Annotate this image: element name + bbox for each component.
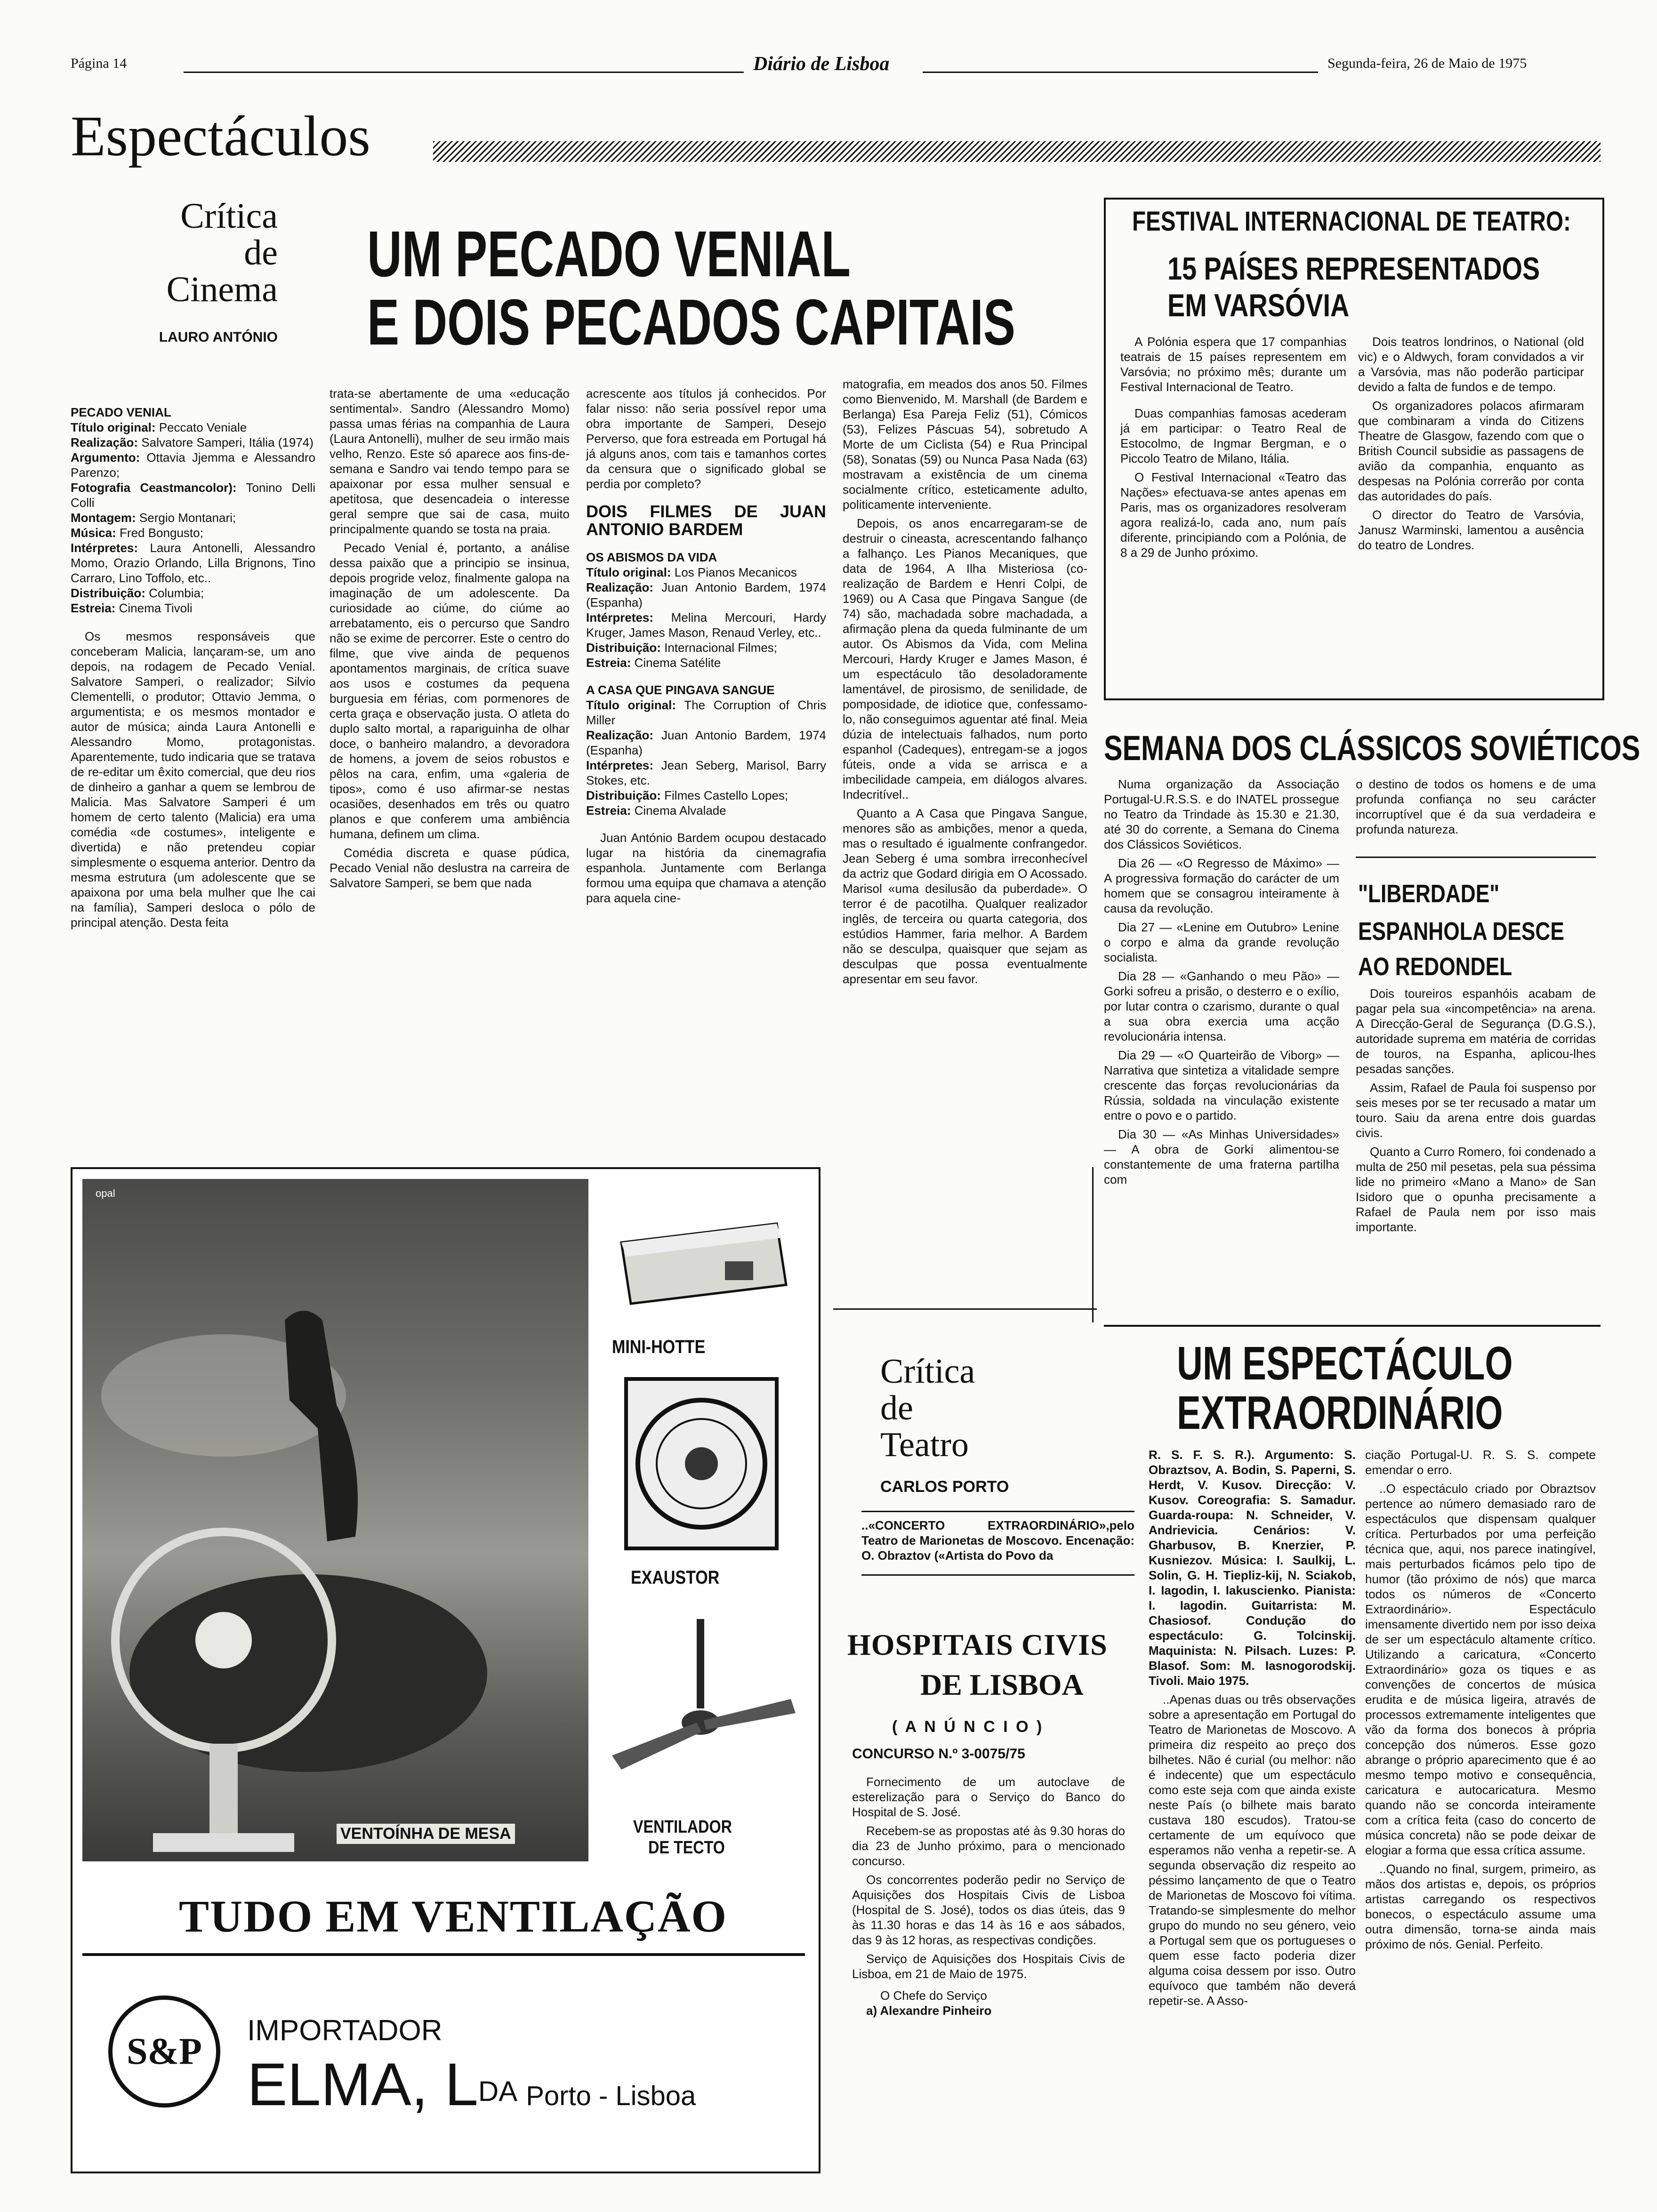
mini-hotte-product [607,1205,796,1313]
cinema-author: LAURO ANTÓNIO [159,329,278,345]
label-exaustor: EXAUSTOR [631,1567,720,1588]
credit-line: Montagem: Sergio Montanari; [71,511,236,525]
ad-brand-small: opal [96,1187,115,1199]
credit-line: Estreia: Cinema Tivoli [71,601,193,615]
festival-headline-1: FESTIVAL INTERNACIONAL DE TEATRO: [1132,206,1571,237]
exhaust-fan-icon [621,1374,781,1553]
sp-logo: S&P [108,1996,220,2108]
hospitais-headline-1: HOSPITAIS CIVIS [847,1628,1108,1661]
cinema-kicker: Crítica de Cinema [166,196,278,309]
cinema-col2: trata-se abertamente de uma «educação sentimental». Sandro (Alessandro Momo) passa umas férias na companhia de Laura (Laura Antonelli), mulher de seu irmão mais velho, Renzo. Este só aparece aos fins-de-semana e Sandro vai tendo tempo para se apaixonar por essa mulher sensual e apetitosa, que desencadeia o interesse geral sempre que sai de casa, muito principalmente quando se tosta na praia. Pecado Venial é, portanto, a análise dessa paixão que a principio se insinua, depois progride veloz, finalmente galopa na imaginação de um adolescente. Da curiosidade ao ciúme, do ciúme ao arrebatamento, eis o percurso que Sandro não se exime de percorrer. Este o centro do filme, que vive ainda de pequenos apontamentos marginais, de crítica suave aos usos e costumes da pequena burguesia em férias, com pormenores de certa graça e observação justa. O atleta do duplo salto mortal, a rapariguinha de olhar doce, o banheiro malandro, a devoradora de homens, a jovem de seios robustos e pêlos na cara, enfim, uma «galeria de tipos», como é uso afirmar-se nestas ocasiões, desenhados em três ou quatro planos e que conferem uma ambiência humana, definem um clima. Comédia discreta e quase púdica, Pecado Venial não deslustra na carreira de Salvatore Samperi, se bem que nada [330,386,570,890]
teatro-headline-1: UM ESPECTÁCULO [1177,1337,1513,1390]
hospitais-headline-2: DE LISBOA [920,1668,1084,1701]
credit-line: Fotografia Ceastmancolor): Tonino Delli Colli [71,481,315,510]
festival-col1: A Polónia espera que 17 companhias teatrais de 15 países representem em Varsóvia; no próximo mês; durante um Festival Internacional de Teatro. Duas companhias famosas acederam já em participar: o Teatro Real de Estocolmo, de Ingmar Bergman, e o Piccolo Teatro de Milano, Itália. O Festival Internacional «Teatro das Nações» efectuava-se antes apenas em Paris, mas os organizadores resolveram agora realizá-lo, cada ano, num país diferente, principiando com a Polónia, de 8 a 29 de Junho próximo. [1120,335,1346,560]
teatro-col3: ciação Portugal-U. R. S. S. compete emendar o erro. ..O espectáculo criado por Obraztsov pertence ao número demasiado raro de espectáculos que dispensam qualquer crítica. Perturbados por uma perfeição técnica que, aqui, nos parece inatingível, mais perturbados ficámos pelo tipo de humor (tão próximo de nós) que marca todos os números de «Concerto Extraordinário». Espectáculo imensamente divertido nem por isso deixa de ser um espectáculo altamente crítico. Utilizando a caricatura, «Concerto Extraordinário» goza os tiques e as convenções de concertos de música erudita e de música ligeira, através de processos extremamente inteligentes que vão da forma dos bonecos à própria concepção dos números. Esse gozo abrange o próprio aparecimento que é ao mesmo tempo motivo e consequência, caricatura e autocaricatura. Mesmo quando não se concorda inteiramente com a crítica feita (caso do concerto de música concreta) não se pode deixar de elogiar a forma que essa crítica assume. ..Quando no final, surgem, primeiro, as mãos dos artistas e, depois, os próprios artistas carregando os respectivos bonecos, o espectáculo assume uma outra dimensão, torna-se ainda mais próximo de nós. Genial. Perfeito. [1365,1448,1596,1951]
right-section-rule [1104,1325,1601,1327]
credit-line: Título original: Peccato Veniale [71,420,247,434]
ceiling-fan-product [603,1619,800,1798]
ad-photo-illustration [82,1179,588,1861]
festival-headline-3: EM VARSÓVIA [1167,288,1350,323]
teatro-author: CARLOS PORTO [880,1478,1009,1496]
cinema-end-rule [833,1308,1097,1310]
label-mesa: VENTOÍNHA DE MESA [337,1824,515,1844]
hospitais-concurso: CONCURSO N.º 3-0075/75 [852,1746,1025,1762]
teatro-kicker: Crítica de Teatro [880,1352,975,1464]
teatro-lead-rule-bottom [861,1574,1134,1576]
semana-headline: SEMANA DOS CLÁSSICOS SOVIÉTICOS [1104,729,1641,768]
film2-credits: OS ABISMOS DA VIDA Título original: Los Pianos Mecanicos Realização: Juan Antonio Bardem, 1974 (Espanha) Intérpretes: Melina Mercouri, Hardy Kruger, James Mason, Renaud Verley, etc.. Distribuição: Internacional Filmes; Estreia: Cinema Satélite [586,550,826,670]
label-mini-hotte: MINI-HOTTE [612,1337,706,1357]
issue-date: Segunda-feira, 26 de Maio de 1975 [1327,56,1527,71]
hospitais-anuncio: ( A N Ú N C I O ) [892,1718,1044,1736]
cinema-col3: acrescente aos títulos já conhecidos. Por falar nisso: não seria possível repor uma obra importante de Samperi, Desejo Perverso, que fora estreada em Portugal há já alguns anos, com tais e tamanhos cortes da censura que o significado global se perdia por completo? DOIS FILMES DE JUAN ANTONIO BARDEM OS ABISMOS DA VIDA Título original: Los Pianos Mecanicos Realização: Juan Antonio Bardem, 1974 (Espanha) Intérpretes: Melina Mercouri, Hardy Kruger, James Mason, Renaud Verley, etc.. Distribuição: Internacional Filmes; Estreia: Cinema Satélite A CASA QUE PINGAVA SANGUE Título original: The Corruption of Chris Miller Realização: Juan Antonio Bardem, 1974 (Espanha) Intérpretes: Jean Seberg, Marisol, Barry Stokes, etc. Distribuição: Filmes Castello Lopes; Estreia: Cinema Alvalade Juan António Bardem ocupou destacado lugar na história da cinemagrafia espanhola. Juntamente com Berlanga formou uma equipa que chamava a atenção para aquela cine- [586,386,826,905]
cinema-col1-text: Os mesmos responsáveis que conceberam Malicia, lançaram-se, um ano depois, na rodagem de Pecado Venial. Salvatore Samperi, o realizador; Silvio Clementelli, o produtor; Ottavio Jemma, o argumentista; e os mesmos montador e autor de música; ainda Laura Antonelli e Alessandro Momo, protagonistas. Aparentemente, tudo indicaria que se tratava de re-editar um êxito comercial, que deu rios de dinheiro a ganhar a quem se lembrou de Malicia. Mas Salvatore Samperi é um homem de certo talento (Malicia) era uma comédia «de costumes», inteligente e divertida) e não pretendeu copiar simplesmente o esquema anterior. Dentro da mesma estrutura (um adolescente que se apaixona por uma bela mulher que lhe cai na família), Samperi desloca o pólo de principal atenção. Desta feita [71,629,315,930]
semana-col1: Numa organização da Associação Portugal-U.R.S.S. e do INATEL prossegue no Teatro da Trindade às 15.30 e 21.30, até 30 do corrente, a Semana do Cinema dos Clássicos Soviéticos. Dia 26 — «O Regresso de Máximo» — A progressiva formação do carácter de um homem que se consagrou inteiramente à causa da revolução. Dia 27 — «Lenine em Outubro» Lenine o corpo e alma da grande revolução socialista. Dia 28 — «Ganhando o meu Pão» — Gorki sofreu a prisão, o desterro e o exílio, por lutar contra o czarismo, durante o qual a sua obra exercia uma acção revolucionária intensa. Dia 29 — «O Quarteirão de Viborg» — Narrativa que sintetiza a vitalidade sempre crescente das forças revolucionárias da Rússia, soldada na vinculação existente entre o povo e o partido. Dia 30 — «As Minhas Universidades» — A obra de Gorki alimentou-se constantemente de uma fraterna partilha com [1104,777,1339,1186]
teatro-lead: ..«CONCERTO EXTRAORDINÁRIO»,pelo Teatro de Marionetas de Moscovo. Encenação: O. Obraztov («Artista do Povo da [861,1518,1134,1563]
liberdade-headline-2: ESPANHOLA DESCE [1358,917,1564,946]
fan-base [153,1833,294,1852]
cinema-credits [71,405,315,934]
header-rule-left [184,72,744,73]
ad-slogan-rule [82,1953,805,1956]
header-rule-right [923,72,1318,73]
teatro-col2: R. S. F. S. R.). Argumento: S. Obraztsov, A. Bodin, S. Paperni, S. Herdt, V. Kusov. Direcção: V. Kusov. Coreografia: S. Samadur. Guarda-roupa: N. Schneider, V. Andrievicia. Cenários: V. Gharbusov, B. Knerzier, P. Kusniezov. Música: I. Saulkij, L. Solin, G. H. Tiepliz-kij, N. Sciakob, I. Iagodin, I. Iakuscienko. Pianista: I. Iagodin. Guitarrista: M. Chasiosof. Condução do espectáculo: G. Tolcinskij. Maquinista: N. Pilsach. Luzes: P. Blasof. Som: M. Iasnogorodskij. Tivoli. Maio 1975. ..Apenas duas ou três observações sobre a apresentação em Portugal do Teatro de Marionetas de Moscovo. A primeira diz respeito ao preço dos bilhetes. Não é curial (ou melhor: não é indecente) que um espectáculo como este seja com que ainda existe neste País (o bilhete mais barato custava 180 escudos). Tratou-se certamente de um equívoco que esperamos não venha a repetir-se. A segunda observação diz respeito ao péssimo lançamento de que o Teatro de Marionetas de Moscovo foi vítima. Tratando-se simplesmente do melhor grupo do mundo no seu género, veio a Portugal sem que os portugueses o quem esse facto poderia dizer alguma coisa dessem por isso. Outro equívoco que também não deverá repetir-se. A Asso- [1149,1448,1356,2008]
hood-icon [607,1205,796,1313]
section-title: Espectáculos [71,104,370,168]
credit-line: PECADO VENIAL [71,405,171,419]
teatro-headline-2: EXTRAORDINÁRIO [1177,1387,1503,1439]
ad-company: ELMA, $L^{DA}$ Porto - Lisboa [247,2051,696,2118]
bardem-subhead: DOIS FILMES DE JUAN ANTONIO BARDEM [586,502,826,539]
cinema-headline-1: UM PECADO VENIAL [367,218,851,290]
fan-stand [209,1744,238,1838]
hospitais-text: Fornecimento de um autoclave de esterelização para o Serviço do Banco do Hospital de S. José. Recebem-se as propostas até às 9.30 horas do dia 23 de Junho próximo, para o mencionado concurso. Os concorrentes poderão pedir no Serviço de Aquisições dos Hospitais Civis de Lisboa (Hospital de S. José), todos os dias úteis, das 9 às 11.30 horas e das 14 às 16 e aos sábados, das 9 às 12 horas, as respectivas condições. Serviço de Aquisições dos Hospitais Civis de Lisboa, em 21 de Maio de 1975. O Chefe do Serviço a) Alexandre Pinheiro [852,1775,1125,2018]
film3-credits: A CASA QUE PINGAVA SANGUE Título original: The Corruption of Chris Miller Realização: Juan Antonio Bardem, 1974 (Espanha) Intérpretes: Jean Seberg, Marisol, Barry Stokes, etc. Distribuição: Filmes Castello Lopes; Estreia: Cinema Alvalade [586,683,826,817]
ceiling-fan-icon [603,1619,800,1798]
label-tecto: VENTILADOR DE TECTO [633,1817,732,1858]
fan-hub [195,1612,252,1668]
liberdade-headline-3: AO REDONDEL [1358,953,1512,981]
paper-name: Diário de Lisboa [753,53,890,75]
page-number: Página 14 [71,56,127,71]
cinema-headline-2: E DOIS PECADOS CAPITAIS [367,286,1015,359]
teatro-lead-rule-top [861,1511,1134,1512]
credit-line: Argumento: Ottavia Jjemma e Alessandro Parenzo; [71,450,315,480]
credit-line: Distribuição: Columbia; [71,586,204,600]
exhaust-product [621,1374,781,1553]
semana-rule [1356,857,1596,858]
ad-slogan: TUDO EM VENTILAÇÃO [179,1891,728,1941]
credit-line: Realização: Salvatore Samperi, Itália (1974) [71,435,314,449]
ad-photo [82,1179,588,1861]
cinema-col4: matografia, em meados dos anos 50. Filmes como Bienvenido, M. Marshall (de Bardem e Berlanga) Esa Pareja Feliz (51), Cómicos (53), Felizes Páscuas 54), sobretudo A Morte de um Ciclista (54) e Rua Principal (58), Sonatas (59) ou Nunca Pasa Nada (63) mostravam a existência de um cinema socialmente crítico, esteticamente adulto, politicamente interveniente. Depois, os anos encarregaram-se de destruir o cineasta, acrescentando falhanço a falhanço. Les Pianos Mecaniques, que data de 1964, A Ilha Misteriosa (co-realização de Bardem e Henri Colpi, de 1969) ou A Casa que Pingava Sangue (de 74) são, machadada sobre machadada, a afirmação plena da queda fulminante de um autor. Os Abismos da Vida, com Melina Mercouri, Hardy Kruger e James Mason, é um espectáculo tão desoladoramente lamentável, de pirosismo, de senilidade, de pomposidade, de idiotice que, confessamo-lo, não conseguimos aguentar até final. Meia dúzia de intelectuais falhados, num porto espanhol (Cadeques), entregam-se a jogos fúteis, onde a vida se arrisca e a imbecilidade campeia, em diálogos alvares. Indecritível.. Quanto a A Casa que Pingava Sangue, menores são as ambições, menor a queda, mas o resultado é igualmente confrangedor. Jean Seberg é uma sombra irreconhecível da actriz que Godard dirigia em O Acossado. Marisol «uma desilusão da puberdade». O terror é de pacotilha. Qualquer realizador inglês, de terceira ou quarta categoria, dos estúdios Hammer, faria melhor. A Bardem não se desculpa, quaisquer que sejam as desculpas que possa eventualmente apresentar em seu favor. [843,377,1087,986]
festival-headline-2: 15 PAÍSES REPRESENTADOS [1167,251,1540,287]
cinema-col3-tail: Juan António Bardem ocupou destacado lugar na história da cinemagrafia espanhola. Juntamente com Berlanga formou uma equipa que chamava a atenção para aquela cine- [586,831,826,905]
credit-line: Música: Fred Bongusto; [71,526,203,540]
liberdade-headline-1: "LIBERDADE" [1358,880,1500,908]
liberdade-text: Dois toureiros espanhóis acabam de pagar pela sua «incompetência» na arena. A Direcção-Geral de Segurança (D.G.S.), autoridade suprema em matéria de corridas de touros, na Espanha, aplicou-lhes pesadas sanções. Assim, Rafael de Paula foi suspenso por seis meses por se ter recusado a matar um touro. Saiu da arena entre dois guardas civis. Quanto a Curro Romero, foi condenado a multa de 250 mil pesetas, pela sua péssima lide no primeiro «Mano a Mano» de San Isidoro que o opunha precisamente a Rafael de Paula nem por isso mais importante. [1356,986,1596,1234]
section-hatch-rule [433,141,1601,162]
credit-line: Intérpretes: Laura Antonelli, Alessandro Momo, Orazio Orlando, Lilla Brignons, Tino Carraro, Lino Toffolo, etc.. [71,541,315,585]
semana-col2: o destino de todos os homens e de uma profunda confiança no seu carácter incorruptível que é da sua verdadeira e profunda natureza. [1356,777,1596,836]
ad-importer: IMPORTADOR [247,2014,442,2047]
festival-col2: Dois teatros londrinos, o National (old vic) e o Aldwych, foram convidados a vir a Varsóvia, mas não poderão participar devido a falta de fundos e de tempo. Os organizadores polacos afirmaram que combinaram a vinda do Citizens Theatre de Glasgow, fazendo com que o British Council subsidie as passagens de avião da companhia, enquanto as despesas na Polónia correrão por conta das autoridades do país. O director do Teatro de Varsóvia, Janusz Warminski, lamentou a ausência do teatro de Londres. [1358,335,1584,552]
column-divider [1092,1167,1094,1322]
